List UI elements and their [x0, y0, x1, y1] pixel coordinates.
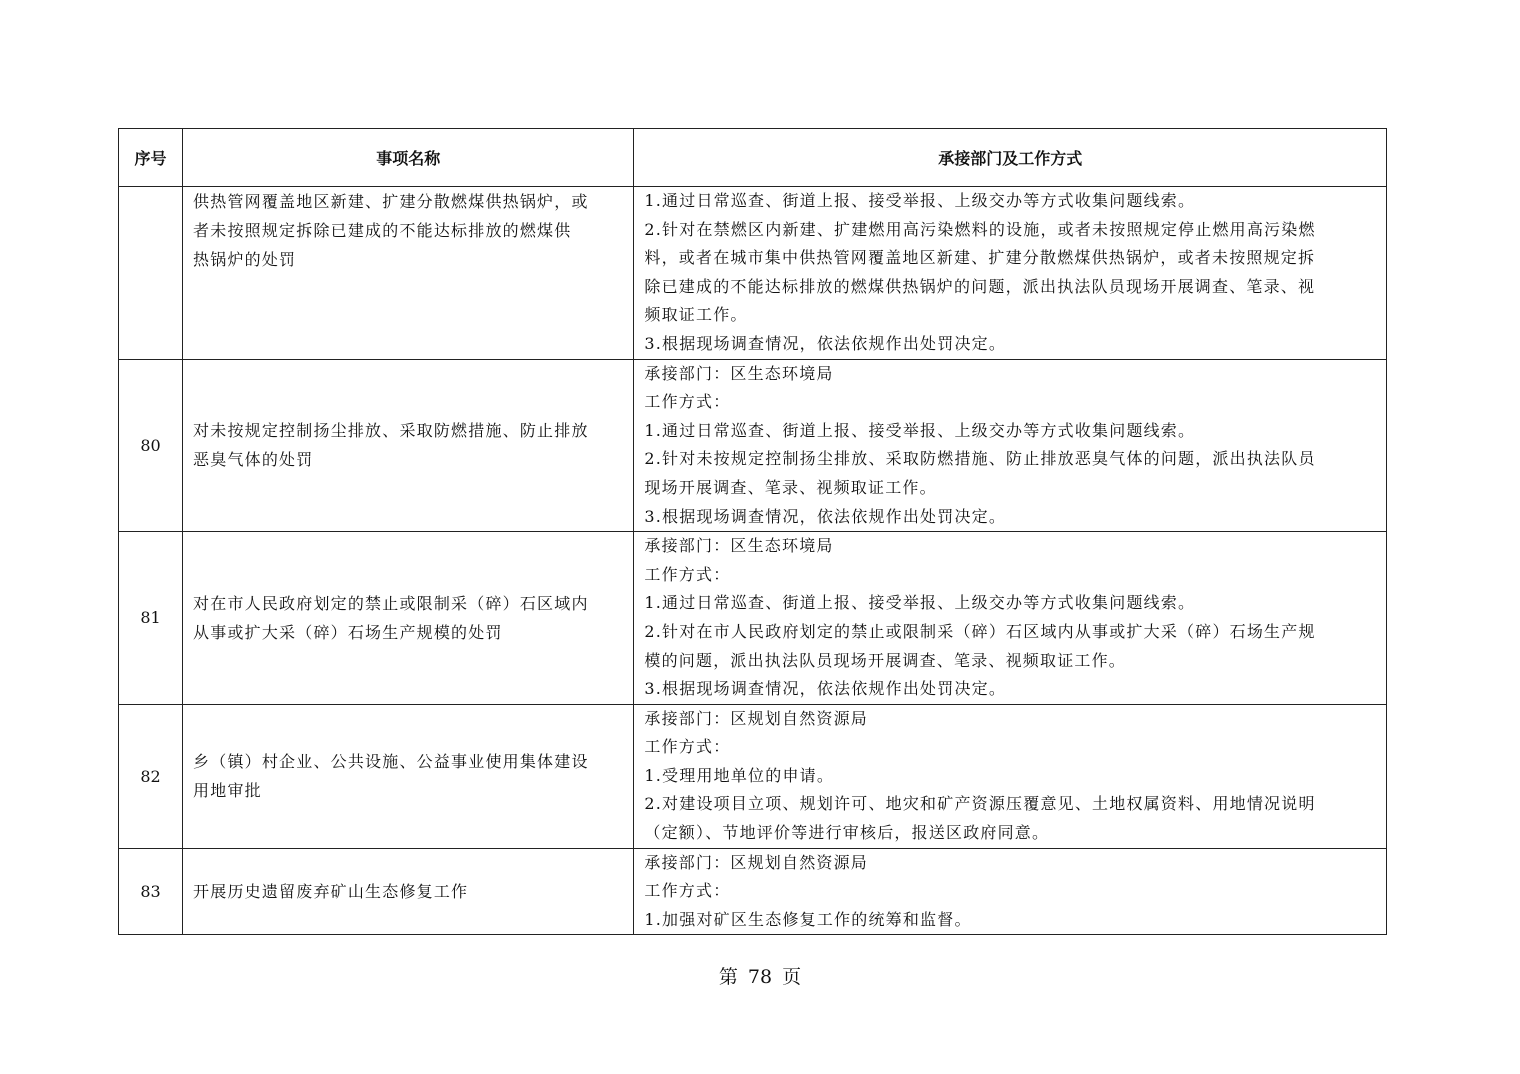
item-name-line: 对未按规定控制扬尘排放、采取防燃措施、防止排放: [193, 421, 589, 441]
method-line: 工作方式：: [644, 564, 731, 584]
department-method-cell: [634, 704, 1387, 848]
item-name-line: 用地审批: [193, 781, 262, 801]
page-suffix: 页: [782, 966, 802, 988]
item-name-line: 者未按照规定拆除已建成的不能达标排放的燃煤供: [193, 221, 572, 240]
department-method-cell: [634, 848, 1387, 935]
method-line: 料，或者在城市集中供热管网覆盖地区新建、扩建分散燃煤供热锅炉，或者未按照规定拆: [644, 248, 1316, 268]
item-name-line: 供热管网覆盖地区新建、扩建分散燃煤供热锅炉，或: [193, 192, 589, 211]
method-line: 承接部门：区生态环境局: [644, 363, 834, 383]
item-name-line: 从事或扩大采（碎）石场生产规模的处罚: [193, 622, 503, 642]
method-line: 1.加强对矿区生态修复工作的统筹和监督。: [644, 909, 972, 929]
method-line: 承接部门：区规划自然资源局: [644, 708, 868, 728]
method-line: 工作方式：: [644, 392, 731, 412]
table-body: [119, 187, 1387, 935]
department-method-cell: [634, 359, 1387, 532]
method-line: 2.对建设项目立项、规划许可、地灾和矿产资源压覆意见、土地权属资料、用地情况说明: [644, 794, 1316, 814]
item-name-line: 乡（镇）村企业、公共设施、公益事业使用集体建设: [193, 752, 589, 772]
header-serial-number: 序号: [119, 129, 183, 187]
serial-number-cell: 81: [119, 532, 183, 705]
table-row: [119, 848, 1387, 935]
table-row: [119, 532, 1387, 705]
table-header-row: [119, 129, 1387, 187]
method-line: （定额）、节地评价等进行审核后，报送区政府同意。: [644, 823, 1050, 843]
method-line: 模的问题，派出执法队员现场开展调查、笔录、视频取证工作。: [644, 650, 1126, 670]
method-line: 工作方式：: [644, 881, 731, 901]
item-name-cell: [183, 359, 634, 532]
item-name-cell: [183, 704, 634, 848]
method-line: 2.针对在市人民政府划定的禁止或限制采（碎）石区域内从事或扩大采（碎）石场生产规: [644, 621, 1316, 641]
method-line: 现场开展调查、笔录、视频取证工作。: [644, 477, 937, 497]
method-line: 2.针对在禁燃区内新建、扩建燃用高污染燃料的设施，或者未按照规定停止燃用高污染燃: [644, 219, 1316, 239]
item-name-cell: [183, 187, 634, 360]
table-row: [119, 187, 1387, 360]
method-line: 频取证工作。: [644, 305, 748, 325]
department-method-cell: [634, 187, 1387, 360]
method-line: 3.根据现场调查情况，依法依规作出处罚决定。: [644, 506, 1007, 526]
method-line: 1.通过日常巡查、街道上报、接受举报、上级交办等方式收集问题线索。: [644, 420, 1196, 440]
department-method-cell: [634, 532, 1387, 705]
method-line: 1.受理用地单位的申请。: [644, 765, 835, 785]
method-line: 工作方式：: [644, 737, 731, 757]
item-name-line: 恶臭气体的处罚: [193, 450, 314, 470]
page-footer: [0, 962, 1520, 989]
header-item-name: 事项名称: [183, 129, 634, 187]
method-line: 3.根据现场调查情况，依法依规作出处罚决定。: [644, 333, 1007, 353]
table-row: [119, 704, 1387, 848]
item-name-cell: [183, 848, 634, 935]
serial-number-cell: 80: [119, 359, 183, 532]
item-name-cell: [183, 532, 634, 705]
method-line: 2.针对未按规定控制扬尘排放、采取防燃措施、防止排放恶臭气体的问题，派出执法队员: [644, 449, 1316, 469]
method-line: 1.通过日常巡查、街道上报、接受举报、上级交办等方式收集问题线索。: [644, 593, 1196, 613]
serial-number-cell: [119, 187, 183, 360]
table-row: [119, 359, 1387, 532]
item-name-line: 对在市人民政府划定的禁止或限制采（碎）石区域内: [193, 593, 589, 613]
method-line: 1.通过日常巡查、街道上报、接受举报、上级交办等方式收集问题线索。: [644, 191, 1196, 210]
page-number: 78: [747, 966, 773, 988]
document-table: [118, 128, 1387, 935]
item-name-line: 开展历史遗留废弃矿山生态修复工作: [193, 882, 469, 902]
serial-number-cell: 82: [119, 704, 183, 848]
method-line: 3.根据现场调查情况，依法依规作出处罚决定。: [644, 679, 1007, 699]
item-name-line: 热锅炉的处罚: [193, 250, 297, 269]
method-line: 除已建成的不能达标排放的燃煤供热锅炉的问题，派出执法队员现场开展调查、笔录、视: [644, 276, 1316, 296]
page-prefix: 第: [718, 966, 738, 988]
header-department-and-method: 承接部门及工作方式: [634, 129, 1387, 187]
method-line: 承接部门：区生态环境局: [644, 536, 834, 556]
serial-number-cell: 83: [119, 848, 183, 935]
method-line: 承接部门：区规划自然资源局: [644, 852, 868, 872]
